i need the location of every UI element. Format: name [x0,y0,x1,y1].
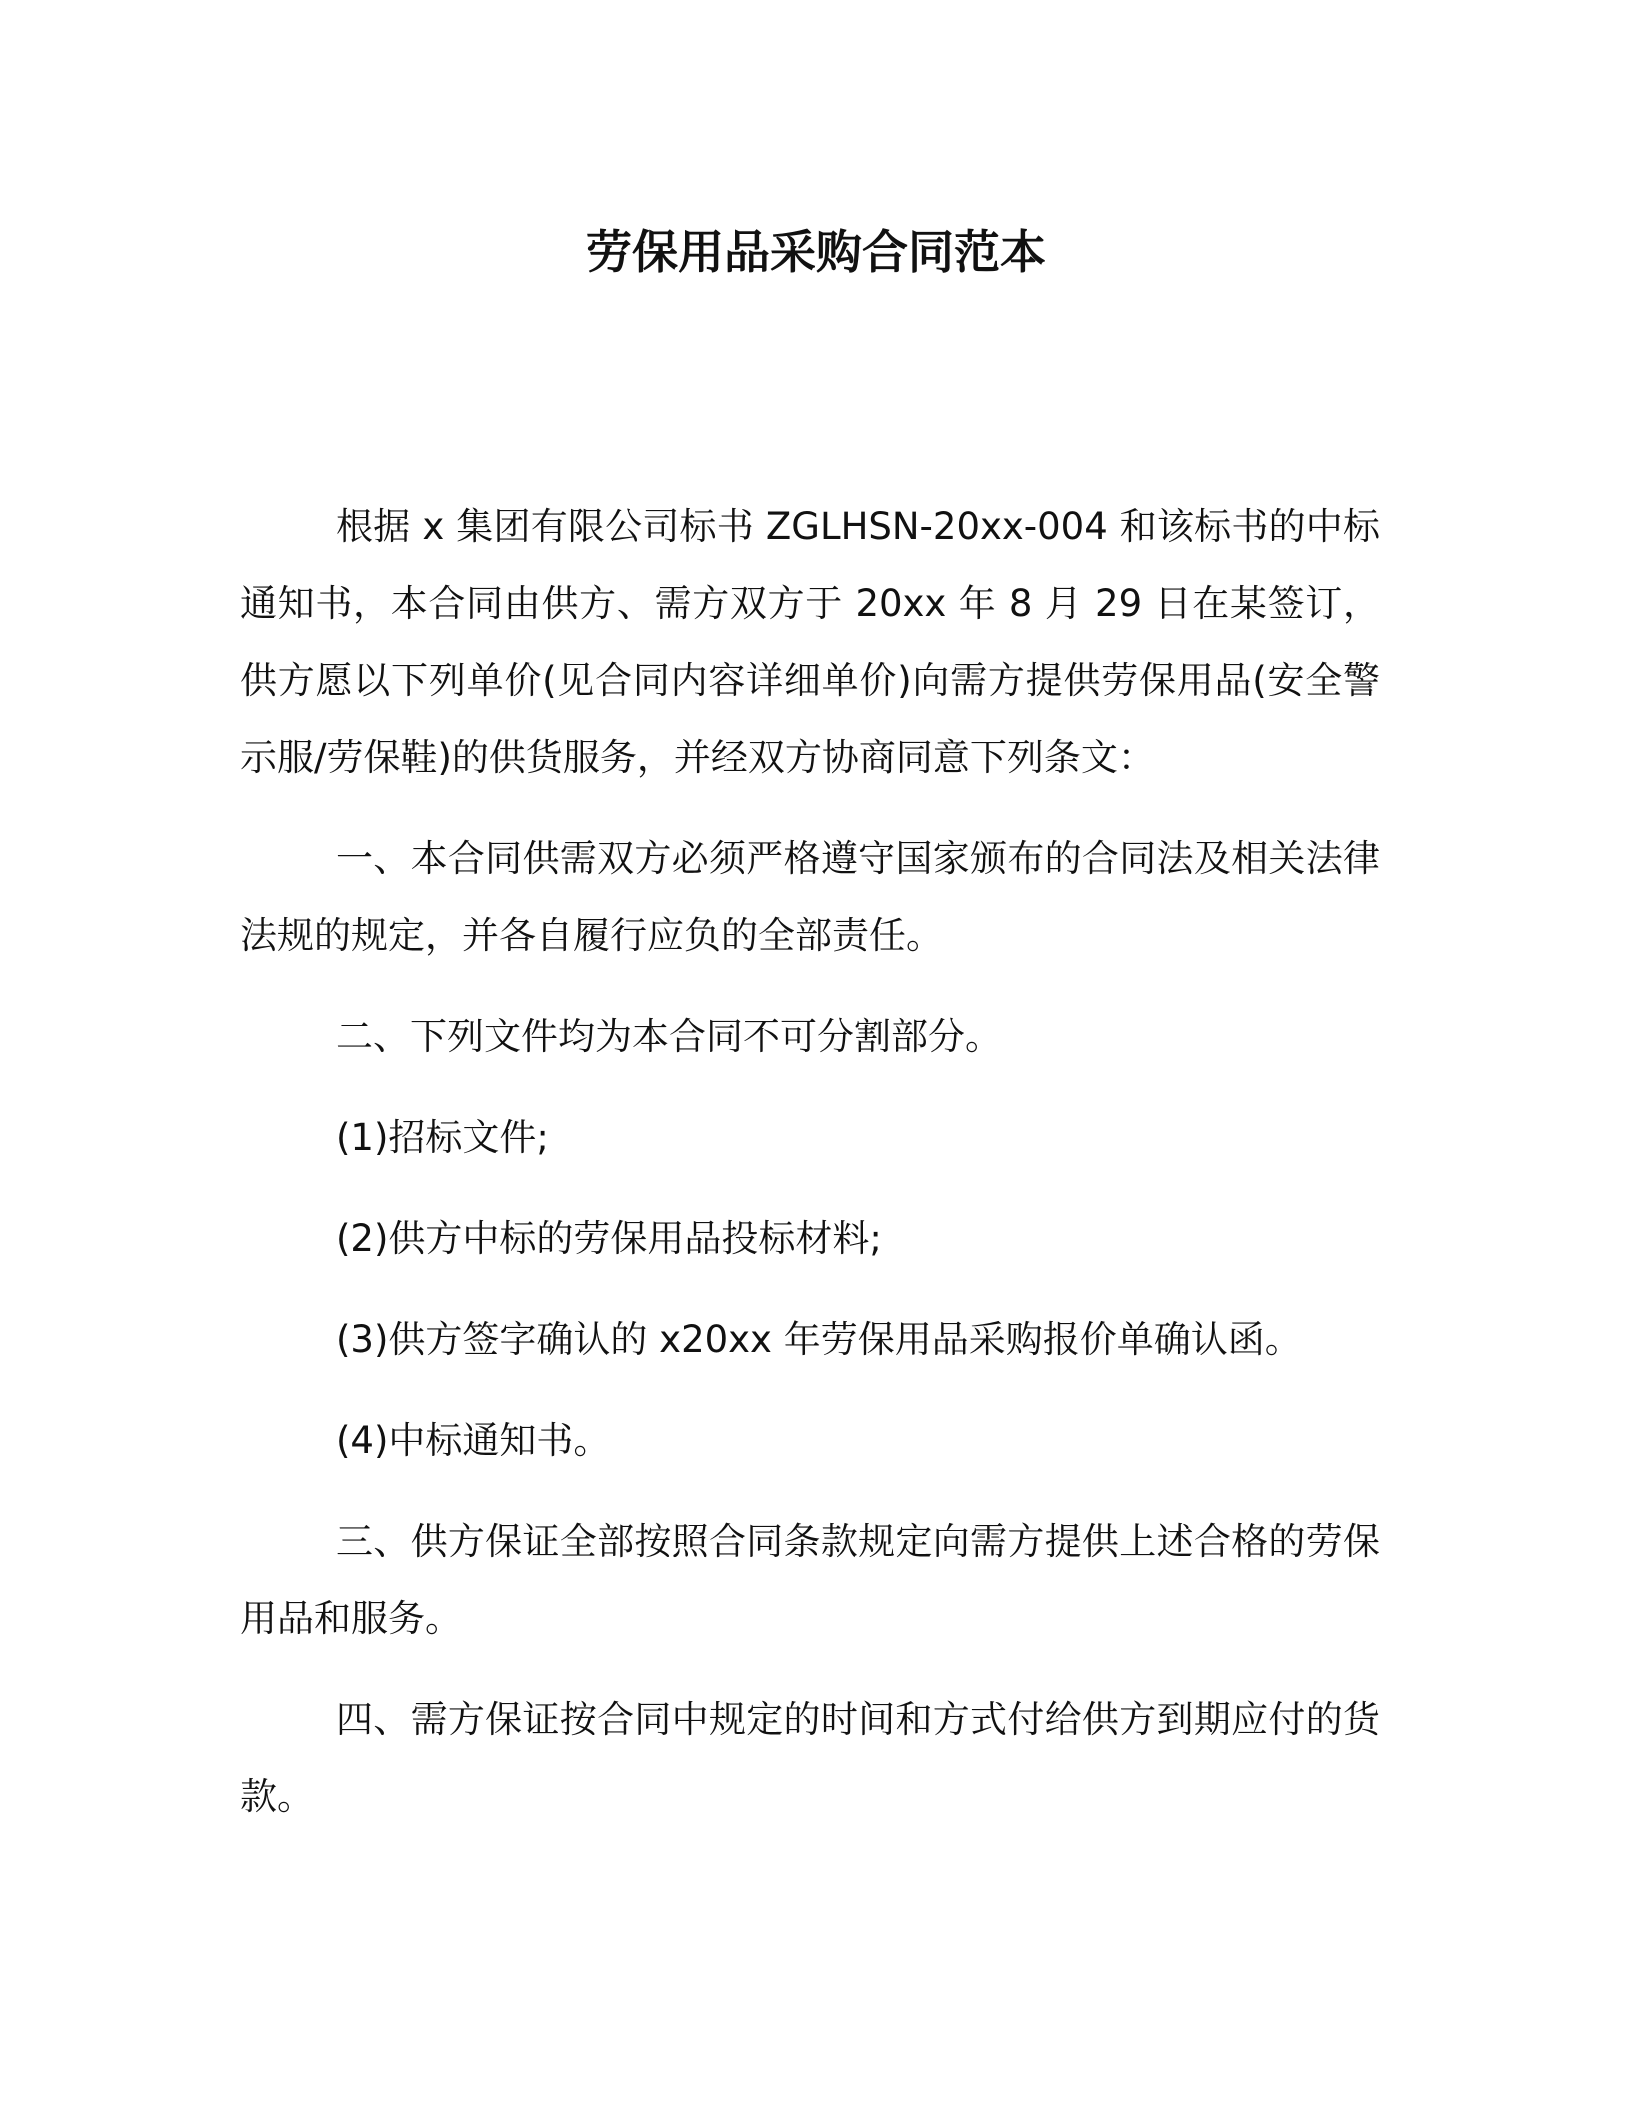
paragraph-clause-4: 四、需方保证按合同中规定的时间和方式付给供方到期应付的货款。 [240,1698,1380,1818]
paragraph-clause-3: 三、供方保证全部按照合同条款规定向需方提供上述合格的劳保用品和服务。 [240,1520,1380,1640]
document-title: 劳保用品采购合同范本 [586,225,1046,279]
paragraph-clause-1: 一、本合同供需双方必须严格遵守国家颁布的合同法及相关法律法规的规定，并各自履行应负的全部责任。 [240,837,1380,957]
paragraph-item-4: (4)中标通知书。 [336,1419,611,1462]
paragraph-clause-2: 二、下列文件均为本合同不可分割部分。 [336,1015,1002,1058]
paragraph-item-2: (2)供方中标的劳保用品投标材料; [336,1217,882,1260]
document-body [240,488,1380,1835]
paragraph-preamble: 根据 x 集团有限公司标书 ZGLHSN-20xx-004 和该标书的中标通知书，本合同由供方、需方双方于 20xx 年 8 月 29 日在某签订，供方愿以下列单价(见合同内容详细单价)向需方提供劳保用品(安全警示服/劳保鞋)的供货服务，并经双方协商同意下列条文： [240,505,1380,779]
paragraph-item-3: (3)供方签字确认的 x20xx 年劳保用品采购报价单确认函。 [336,1318,1302,1361]
paragraph-item-1: (1)招标文件; [336,1116,549,1159]
